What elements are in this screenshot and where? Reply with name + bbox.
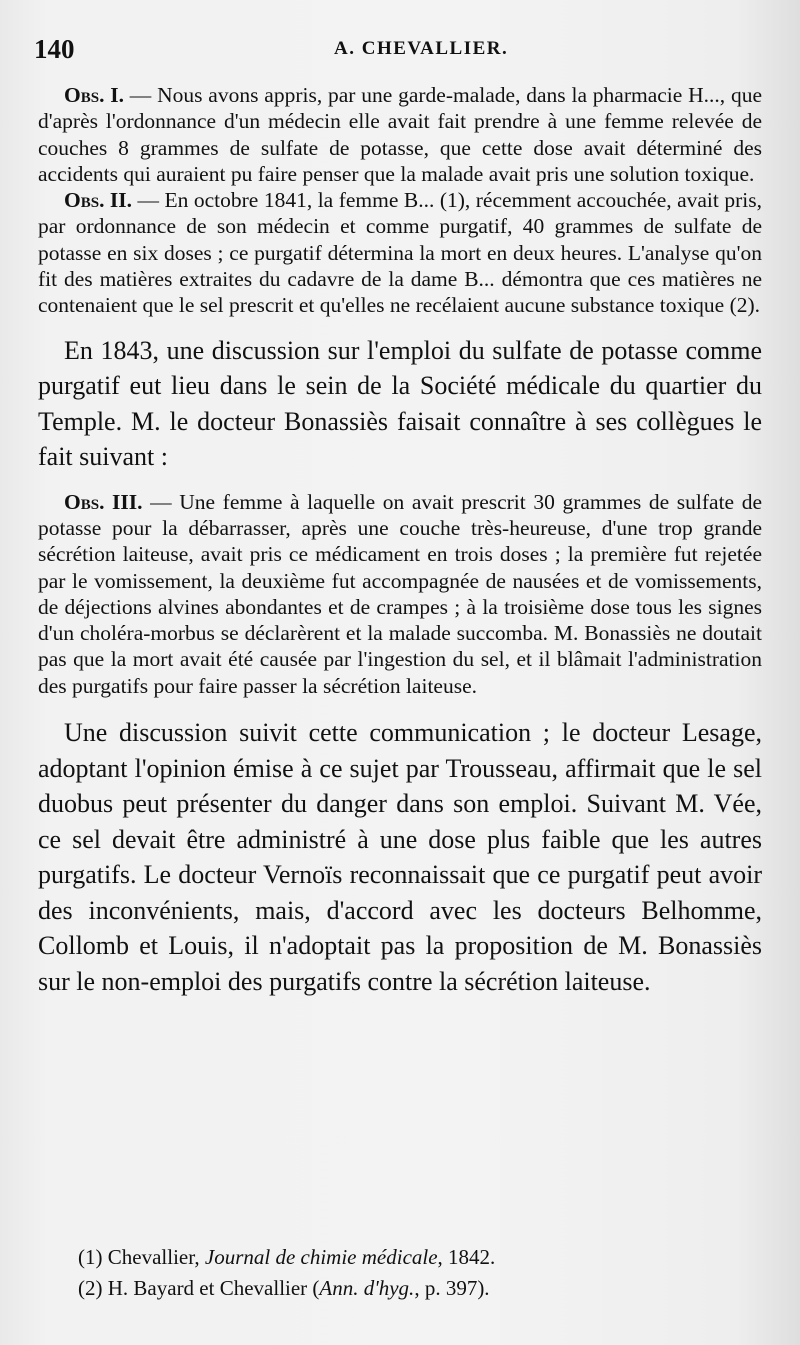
footnote-2-marker: (2) <box>78 1276 103 1300</box>
footnote-2-title: Ann. d'hyg. <box>319 1276 415 1300</box>
footnote-1-marker: (1) <box>78 1245 103 1269</box>
body-paragraph-1: En 1843, une discussion sur l'emploi du sulfate de potasse comme purgatif eut lieu dans le sein de la Société médicale du quartier du Temple. M. le docteur Bonassiès faisait connaître à ses collègues le fait suivant : <box>38 335 762 472</box>
footnote-1-title: Journal de chimie médicale <box>204 1245 438 1269</box>
running-head: A. CHEVALLIER. <box>334 38 509 59</box>
main-text <box>38 82 762 999</box>
observation-2 <box>38 187 762 318</box>
footnote-1-after: , 1842. <box>437 1245 496 1269</box>
footnote-1-before: Chevallier, <box>102 1245 205 1269</box>
observation-2-lead: Obs. II. <box>64 188 133 213</box>
observation-3 <box>38 489 762 699</box>
observation-1 <box>38 82 762 187</box>
observation-2-text: — En octobre 1841, la femme B... (1), récemment accouchée, avait pris, par ordonnance de son médecin et comme purgatif, 40 grammes de sulfate de potasse en six doses ; ce purgatif détermina la mort en deux heures. L'analyse qu'on fit des matières extraites du cadavre de la dame B... démontra que ces matières ne contenaient que le sel prescrit et qu'elles ne recélaient aucune substance toxique (2). <box>38 188 762 318</box>
footnote-2-after: , p. 397). <box>414 1276 490 1300</box>
observation-1-lead: Obs. I. <box>64 83 124 107</box>
page-header <box>34 34 760 64</box>
footnote-1 <box>78 1242 768 1273</box>
footnotes <box>78 1242 768 1304</box>
observation-3-text: — Une femme à laquelle on avait prescrit 30 grammes de sulfate de potasse pour la débarrasser, après une couche très-heureuse, d'une trop grande sécrétion laiteuse, avait pris ce médicament en trois doses ; la première fut rejetée par le vomissement, la deuxième fut accompagnée de nausées et de vomissements, de déjections alvines abondantes et de crampes ; à la troisième dose tous les signes d'un choléra-morbus se déclarèrent et la malade succomba. M. Bonassiès ne doutait pas que la mort avait été causée par l'ingestion du sel, et il blâmait l'administration des purgatifs pour faire passer la sécrétion laiteuse. <box>38 489 762 698</box>
body-paragraph-2: Une discussion suivit cette communication ; le docteur Lesage, adoptant l'opinion émise à ce sujet par Trousseau, affirmait que le sel duobus peut présenter du danger dans son emploi. Suivant M. Vée, ce sel devait être administré à une dose plus faible que les autres purgatifs. Le docteur Vernoïs reconnaissait que ce purgatif peut avoir des inconvénients, mais, d'accord avec les docteurs Belhomme, Collomb et Louis, il n'adoptait pas la proposition de M. Bonassiès sur le non-emploi des purgatifs contre la sécrétion laiteuse. <box>38 718 762 996</box>
footnote-2 <box>78 1273 768 1304</box>
observation-1-text: — Nous avons appris, par une garde-malade, dans la pharmacie H..., que d'après l'ordonnance d'un médecin elle avait fait prendre à une femme relevée de couches 8 grammes de sulfate de potasse, que cette dose avait déterminé des accidents qui auraient pu faire penser que la malade avait pris une solution toxique. <box>38 83 763 186</box>
observation-3-lead: Obs. III. <box>64 489 143 514</box>
footnote-2-before: H. Bayard et Chevallier ( <box>102 1276 320 1300</box>
page-number: 140 <box>34 34 75 64</box>
